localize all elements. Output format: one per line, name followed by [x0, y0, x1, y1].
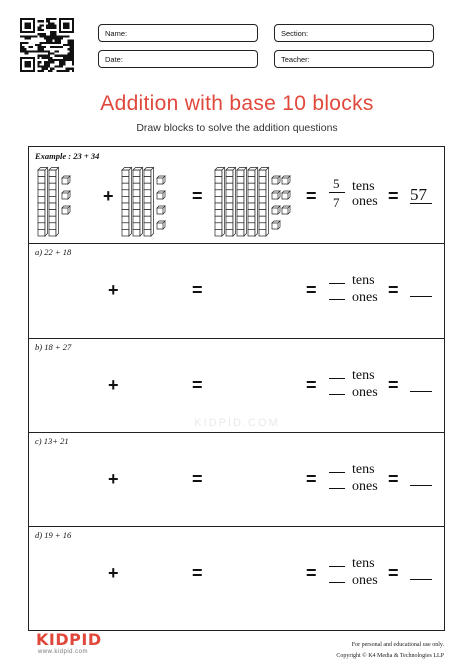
unit-cube: [282, 176, 290, 184]
unit-cube: [157, 206, 165, 214]
logo-text: KIDPID: [36, 630, 102, 649]
ten-rod: [144, 168, 154, 237]
unit-cube: [272, 176, 280, 184]
equals-sign: =: [192, 563, 203, 583]
base-ten-blocks: [120, 166, 192, 242]
equals-sign: =: [388, 375, 399, 395]
ten-rod: [122, 168, 132, 237]
page-title: Addition with base 10 blocks: [100, 92, 374, 115]
unit-cube: [62, 176, 70, 184]
unit-cube: [157, 221, 165, 229]
tens-answer-blank[interactable]: [329, 472, 345, 473]
unit-cube: [282, 191, 290, 199]
tens-answer-blank[interactable]: [329, 283, 345, 284]
ones-label: ones: [352, 479, 378, 494]
plus-sign: +: [108, 563, 119, 583]
equals-sign: =: [388, 563, 399, 583]
watermark: KIDPID.COM: [194, 417, 280, 429]
unit-cube: [157, 191, 165, 199]
unit-cube: [272, 221, 280, 229]
qr-code: [20, 18, 74, 72]
example-ones-value: 7: [333, 195, 340, 210]
unit-cube: [272, 206, 280, 214]
ones-label: ones: [352, 385, 378, 400]
row-divider: [28, 526, 445, 527]
ten-rod: [49, 168, 59, 237]
ones-label: ones: [352, 290, 378, 305]
equals-sign: =: [388, 280, 399, 300]
fraction-bar: [329, 192, 345, 193]
plus-sign: +: [108, 375, 119, 395]
tens-label: tens: [352, 556, 375, 571]
ones-label: ones: [352, 573, 378, 588]
teacher-field[interactable]: Teacher:: [274, 50, 434, 68]
tens-answer-blank[interactable]: [329, 566, 345, 567]
equals-sign: =: [306, 375, 317, 395]
row-divider: [28, 243, 445, 244]
section-field[interactable]: Section:: [274, 24, 434, 42]
sum-answer-blank[interactable]: [410, 579, 432, 580]
example-first-addend-blocks: [36, 166, 98, 242]
date-field[interactable]: Date:: [98, 50, 258, 68]
example-ones-label: ones: [352, 194, 378, 209]
ten-rod: [237, 168, 247, 237]
unit-cube: [272, 191, 280, 199]
tens-answer-blank[interactable]: [329, 378, 345, 379]
sum-answer-blank[interactable]: [410, 296, 432, 297]
equals-sign: =: [388, 469, 399, 489]
ten-rod: [215, 168, 225, 237]
ones-answer-blank[interactable]: [329, 299, 345, 300]
name-field[interactable]: Name:: [98, 24, 258, 42]
equals-sign: =: [306, 469, 317, 489]
row-divider: [28, 338, 445, 339]
equals-sign: =: [192, 375, 203, 395]
equals-sign: =: [306, 280, 317, 300]
equals-sign: =: [306, 186, 317, 206]
ten-rod: [226, 168, 236, 237]
page-subtitle: Draw blocks to solve the addition questions: [136, 122, 338, 134]
ones-answer-blank[interactable]: [329, 582, 345, 583]
question-label: a) 22 + 18: [35, 247, 72, 257]
ones-answer-blank[interactable]: [329, 488, 345, 489]
sum-answer-blank[interactable]: [410, 391, 432, 392]
sum-answer-blank[interactable]: [410, 485, 432, 486]
ten-rod: [133, 168, 143, 237]
ones-answer-blank[interactable]: [329, 394, 345, 395]
equals-sign: =: [388, 186, 399, 206]
plus-sign: +: [108, 280, 119, 300]
unit-cube: [62, 206, 70, 214]
base-ten-blocks: [36, 166, 98, 242]
row-divider: [28, 432, 445, 433]
example-second-addend-blocks: [120, 166, 192, 242]
tens-label: tens: [352, 462, 375, 477]
unit-cube: [157, 176, 165, 184]
example-tens-value: 5: [333, 176, 340, 191]
example-answer: 57: [410, 185, 427, 204]
plus-sign: +: [103, 186, 114, 206]
equals-sign: =: [306, 563, 317, 583]
example-label: Example : 23 + 34: [35, 151, 100, 161]
footer-usage-note: For personal and educational use only.: [351, 642, 444, 648]
ten-rod: [38, 168, 48, 237]
example-answer-underline: [410, 203, 432, 204]
tens-label: tens: [352, 273, 375, 288]
ten-rod: [248, 168, 258, 237]
kidpid-logo: [36, 631, 102, 655]
unit-cube: [62, 191, 70, 199]
equals-sign: =: [192, 186, 203, 206]
question-label: c) 13+ 21: [35, 436, 69, 446]
question-label: b) 18 + 27: [35, 342, 72, 352]
equals-sign: =: [192, 469, 203, 489]
logo-url: www.kidpid.com: [38, 649, 89, 655]
example-tens-label: tens: [352, 179, 375, 194]
equals-sign: =: [192, 280, 203, 300]
footer-copyright: Copyright © K4 Media & Technologies LLP: [336, 653, 444, 659]
ten-rod: [259, 168, 269, 237]
example-sum-blocks: [213, 166, 308, 242]
unit-cube: [282, 206, 290, 214]
tens-label: tens: [352, 368, 375, 383]
plus-sign: +: [108, 469, 119, 489]
question-label: d) 19 + 16: [35, 530, 72, 540]
base-ten-blocks: [213, 166, 308, 242]
